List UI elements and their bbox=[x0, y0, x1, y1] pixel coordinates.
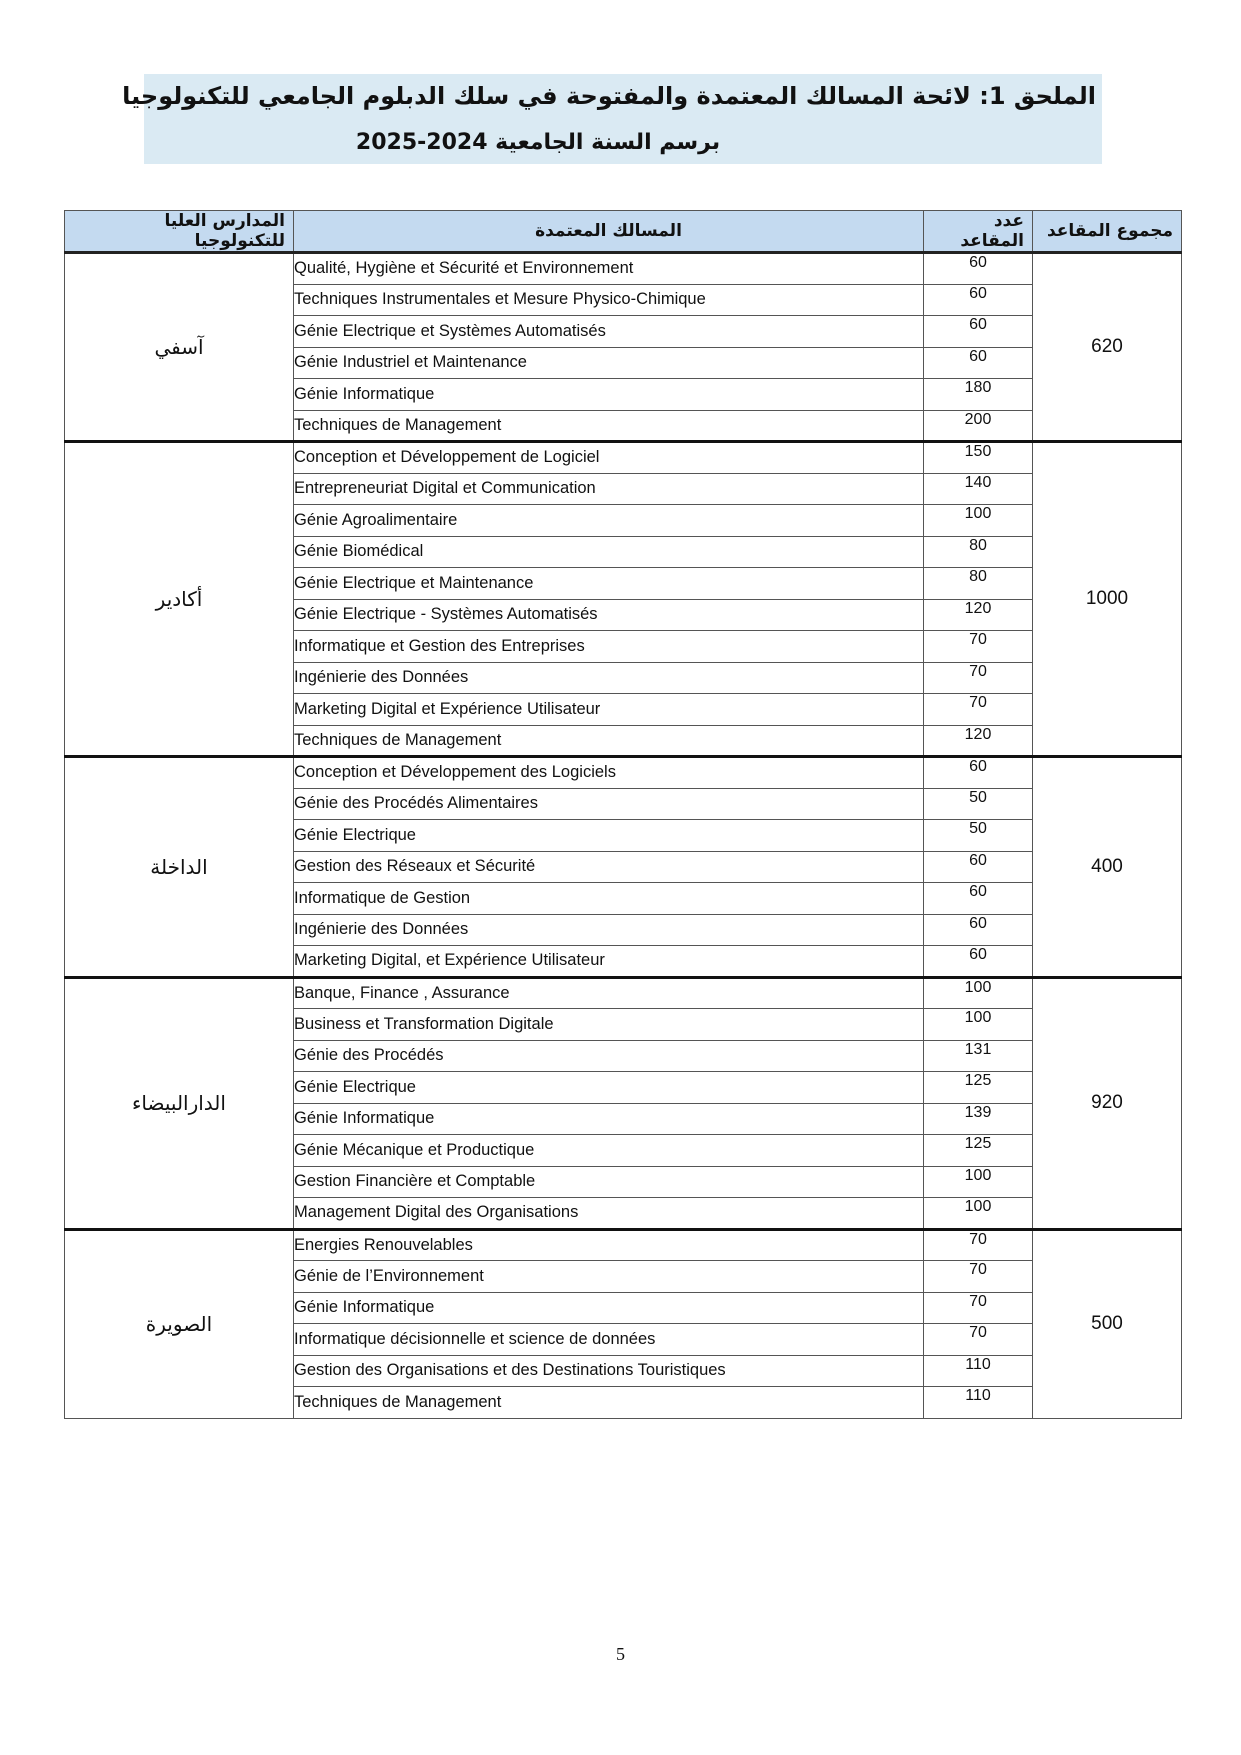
table-row bbox=[65, 253, 1182, 285]
program-seats: 70 bbox=[924, 1261, 1033, 1293]
program-name: Génie de l’Environnement bbox=[294, 1261, 924, 1293]
school-name: الداخلة bbox=[65, 757, 294, 978]
program-name: Informatique de Gestion bbox=[294, 883, 924, 915]
program-seats: 100 bbox=[924, 505, 1033, 537]
program-seats: 120 bbox=[924, 725, 1033, 757]
document-subtitle: برسم السنة الجامعية 2024-2025 bbox=[355, 130, 721, 155]
program-name: Marketing Digital et Expérience Utilisateur bbox=[294, 694, 924, 726]
program-name: Génie Electrique - Systèmes Automatisés bbox=[294, 599, 924, 631]
table-row bbox=[65, 442, 1182, 474]
program-seats: 50 bbox=[924, 788, 1033, 820]
header-total-seats: مجموع المقاعد bbox=[1033, 211, 1182, 253]
program-seats: 100 bbox=[924, 1198, 1033, 1230]
table-header-row bbox=[65, 211, 1182, 253]
program-seats: 70 bbox=[924, 1229, 1033, 1261]
program-seats: 140 bbox=[924, 473, 1033, 505]
school-name: الدارالبيضاء bbox=[65, 977, 294, 1229]
program-name: Banque, Finance , Assurance bbox=[294, 977, 924, 1009]
program-seats: 60 bbox=[924, 946, 1033, 978]
program-name: Gestion Financière et Comptable bbox=[294, 1166, 924, 1198]
program-seats: 139 bbox=[924, 1103, 1033, 1135]
program-name: Génie des Procédés bbox=[294, 1040, 924, 1072]
program-seats: 120 bbox=[924, 599, 1033, 631]
program-name: Qualité, Hygiène et Sécurité et Environnement bbox=[294, 253, 924, 285]
program-name: Génie Informatique bbox=[294, 1103, 924, 1135]
program-name: Ingénierie des Données bbox=[294, 914, 924, 946]
program-seats: 50 bbox=[924, 820, 1033, 852]
program-name: Génie Electrique et Maintenance bbox=[294, 568, 924, 600]
program-name: Génie Electrique bbox=[294, 1072, 924, 1104]
school-name: آسفي bbox=[65, 253, 294, 442]
program-name: Conception et Développement de Logiciel bbox=[294, 442, 924, 474]
program-seats: 180 bbox=[924, 379, 1033, 411]
program-seats: 150 bbox=[924, 442, 1033, 474]
program-name: Techniques de Management bbox=[294, 725, 924, 757]
header-schools: المدارس العليا للتكنولوجيا bbox=[65, 211, 294, 253]
program-name: Génie Mécanique et Productique bbox=[294, 1135, 924, 1167]
program-seats: 70 bbox=[924, 1292, 1033, 1324]
program-seats: 100 bbox=[924, 977, 1033, 1009]
program-seats: 60 bbox=[924, 914, 1033, 946]
program-name: Informatique décisionnelle et science de données bbox=[294, 1324, 924, 1356]
program-seats: 70 bbox=[924, 662, 1033, 694]
program-name: Génie Biomédical bbox=[294, 536, 924, 568]
program-seats: 80 bbox=[924, 568, 1033, 600]
program-seats: 70 bbox=[924, 631, 1033, 663]
programs-table bbox=[64, 210, 1182, 1419]
program-name: Management Digital des Organisations bbox=[294, 1198, 924, 1230]
program-name: Génie Informatique bbox=[294, 379, 924, 411]
program-name: Techniques de Management bbox=[294, 410, 924, 442]
header-programs: المسالك المعتمدة bbox=[294, 211, 924, 253]
program-name: Génie Industriel et Maintenance bbox=[294, 347, 924, 379]
program-seats: 200 bbox=[924, 410, 1033, 442]
program-name: Business et Transformation Digitale bbox=[294, 1009, 924, 1041]
header-seats: عدد المقاعد bbox=[924, 211, 1033, 253]
program-name: Techniques Instrumentales et Mesure Physico-Chimique bbox=[294, 284, 924, 316]
program-seats: 100 bbox=[924, 1166, 1033, 1198]
program-seats: 60 bbox=[924, 253, 1033, 285]
program-name: Génie Informatique bbox=[294, 1292, 924, 1324]
program-seats: 60 bbox=[924, 316, 1033, 348]
document-title: الملحق 1: لائحة المسالك المعتمدة والمفتوحة في سلك الدبلوم الجامعي للتكنولوجيا bbox=[122, 82, 1096, 110]
program-seats: 110 bbox=[924, 1387, 1033, 1419]
school-total-seats: 620 bbox=[1033, 253, 1182, 442]
program-name: Génie Electrique bbox=[294, 820, 924, 852]
program-name: Informatique et Gestion des Entreprises bbox=[294, 631, 924, 663]
page-number: 5 bbox=[616, 1644, 625, 1664]
school-name: الصويرة bbox=[65, 1229, 294, 1418]
program-name: Gestion des Réseaux et Sécurité bbox=[294, 851, 924, 883]
program-seats: 125 bbox=[924, 1072, 1033, 1104]
program-seats: 60 bbox=[924, 851, 1033, 883]
program-seats: 70 bbox=[924, 1324, 1033, 1356]
program-seats: 60 bbox=[924, 347, 1033, 379]
school-total-seats: 1000 bbox=[1033, 442, 1182, 757]
table-body bbox=[65, 253, 1182, 1419]
school-name: أكادير bbox=[65, 442, 294, 757]
program-seats: 125 bbox=[924, 1135, 1033, 1167]
program-seats: 60 bbox=[924, 883, 1033, 915]
program-name: Gestion des Organisations et des Destinations Touristiques bbox=[294, 1355, 924, 1387]
program-name: Techniques de Management bbox=[294, 1387, 924, 1419]
table-row bbox=[65, 1229, 1182, 1261]
program-name: Entrepreneuriat Digital et Communication bbox=[294, 473, 924, 505]
program-seats: 70 bbox=[924, 694, 1033, 726]
school-total-seats: 500 bbox=[1033, 1229, 1182, 1418]
school-total-seats: 400 bbox=[1033, 757, 1182, 978]
program-seats: 131 bbox=[924, 1040, 1033, 1072]
program-seats: 80 bbox=[924, 536, 1033, 568]
program-seats: 100 bbox=[924, 1009, 1033, 1041]
program-name: Energies Renouvelables bbox=[294, 1229, 924, 1261]
program-name: Marketing Digital, et Expérience Utilisateur bbox=[294, 946, 924, 978]
table-row bbox=[65, 977, 1182, 1009]
program-seats: 110 bbox=[924, 1355, 1033, 1387]
program-seats: 60 bbox=[924, 284, 1033, 316]
program-name: Génie Agroalimentaire bbox=[294, 505, 924, 537]
table-row bbox=[65, 757, 1182, 789]
document-title-box bbox=[122, 74, 1102, 164]
program-name: Ingénierie des Données bbox=[294, 662, 924, 694]
program-name: Conception et Développement des Logiciels bbox=[294, 757, 924, 789]
program-name: Génie des Procédés Alimentaires bbox=[294, 788, 924, 820]
school-total-seats: 920 bbox=[1033, 977, 1182, 1229]
program-name: Génie Electrique et Systèmes Automatisés bbox=[294, 316, 924, 348]
program-seats: 60 bbox=[924, 757, 1033, 789]
